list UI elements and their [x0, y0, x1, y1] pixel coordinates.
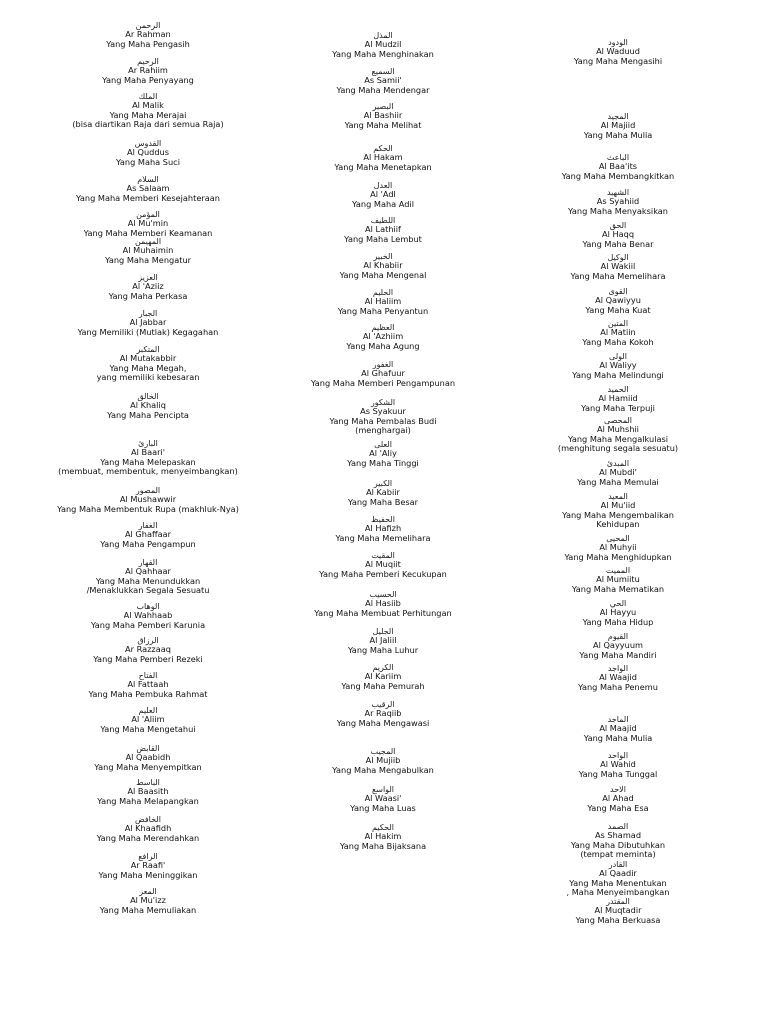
arabic-name: المجيب: [370, 747, 396, 756]
latin-name: Al Mudzil: [364, 39, 402, 49]
latin-name: Ar Razzaaq: [125, 644, 171, 654]
meaning-text: Yang Maha Kokoh: [582, 336, 654, 347]
arabic-name: السلام: [137, 175, 159, 184]
latin-name: Al Wahhaab: [123, 610, 173, 620]
arabic-name: الرزاق: [137, 636, 159, 645]
name-entry: [263, 627, 503, 655]
meaning-text: Yang Maha Suci: [116, 156, 180, 167]
latin-name: Al Mu'min: [127, 218, 169, 228]
name-entry: [28, 815, 268, 843]
arabic-name: المميت: [605, 566, 631, 575]
arabic-name: المحصى: [603, 416, 633, 425]
name-entry: [28, 636, 268, 664]
meaning-text: Yang Maha Menetapkan: [334, 161, 432, 172]
name-entry: [28, 521, 268, 549]
meaning-text: Yang Maha Memelihara: [570, 270, 666, 281]
arabic-name: الواحد: [607, 751, 629, 760]
arabic-name: المصور: [135, 486, 161, 495]
arabic-name: الودود: [608, 38, 628, 47]
arabic-name: المبدئ: [606, 459, 630, 468]
latin-name: As Syakuur: [360, 406, 406, 416]
meaning-text: Yang Maha Pemberi Rezeki: [93, 653, 203, 664]
arabic-name: الجليل: [372, 627, 394, 636]
meaning-text: Yang Memiliki (Mutlak) Kegagahan: [77, 326, 219, 337]
meaning-text: Yang Maha Berkuasa: [575, 914, 661, 925]
arabic-name: الحكيم: [372, 823, 394, 832]
meaning-note: Kehidupan: [596, 519, 640, 530]
meaning-text: Yang Maha Merajai: [109, 109, 187, 120]
latin-name: Al Qaadir: [599, 868, 637, 878]
latin-name: As Shamad: [594, 830, 642, 840]
meaning-text: Yang Maha Terpuji: [581, 402, 655, 413]
meaning-text: Yang Maha Mulia: [583, 732, 653, 743]
meaning-note: (membuat, membentuk, menyeimbangkan): [58, 466, 238, 477]
arabic-name: الملك: [138, 92, 158, 101]
arabic-name: الوكيل: [607, 253, 629, 262]
meaning-text: Yang Maha Megah,: [109, 362, 187, 373]
arabic-name: الواسع: [372, 785, 394, 794]
meaning-text: Yang Maha Mulia: [583, 129, 653, 140]
latin-name: Al Mujiib: [365, 755, 401, 765]
arabic-name: المقيت: [371, 551, 395, 560]
name-entry: [28, 237, 268, 265]
name-entry: [263, 288, 503, 316]
meaning-text: Yang Maha Penemu: [578, 681, 658, 692]
name-entry: [498, 751, 738, 779]
name-entry: [28, 778, 268, 806]
latin-name: Al Khaliq: [130, 400, 166, 410]
name-entry: [263, 823, 503, 851]
meaning-text: Yang Maha Menghinakan: [332, 48, 434, 59]
meaning-text: Yang Maha Membangkitkan: [561, 170, 675, 181]
meaning-text: Yang Maha Memberi Pengampunan: [310, 377, 456, 388]
meaning-text: Yang Maha Mengasihi: [573, 55, 663, 66]
meaning-text: Yang Maha Luas: [350, 802, 416, 813]
latin-name: Al 'Aliim: [131, 714, 165, 724]
arabic-name: الوهاب: [136, 602, 160, 611]
meaning-text: Yang Maha Penyantun: [337, 305, 429, 316]
latin-name: Al Jaliil: [369, 635, 397, 645]
name-entry: [28, 887, 268, 915]
latin-name: Al Muhaimin: [122, 245, 174, 255]
name-entry: [263, 323, 503, 351]
arabic-name: الرحمن: [135, 21, 161, 30]
arabic-name: العزيز: [138, 273, 158, 282]
arabic-name: المعز: [139, 887, 157, 896]
name-entry: [28, 852, 268, 880]
latin-name: Al Fattaah: [127, 679, 169, 689]
name-entry: [498, 664, 738, 692]
latin-name: Al Khabiir: [363, 260, 403, 270]
meaning-text: Yang Maha Mengenal: [339, 269, 427, 280]
meaning-text: Yang Maha Pembalas Budi: [329, 415, 437, 426]
meaning-text: Yang Maha Kuat: [585, 304, 651, 315]
latin-name: Al Bashiir: [363, 110, 403, 120]
meaning-text: Yang Maha Pembuka Rahmat: [88, 688, 208, 699]
latin-name: Al Maajid: [599, 723, 637, 733]
arabic-name: السميع: [371, 67, 395, 76]
name-entry: [28, 139, 268, 167]
name-entry: [498, 492, 738, 530]
latin-name: Al Waduud: [596, 46, 640, 56]
arabic-name: البصير: [372, 102, 394, 111]
arabic-name: العدل: [373, 181, 393, 190]
latin-name: Al Haliim: [364, 296, 402, 306]
meaning-text: Yang Maha Mengawasi: [336, 717, 430, 728]
arabic-name: المجيد: [607, 112, 629, 121]
meaning-text: Yang Maha Membuat Perhitungan: [314, 607, 452, 618]
name-entry: [263, 747, 503, 775]
meaning-text: Yang Maha Merendahkan: [96, 832, 200, 843]
name-entry: [498, 319, 738, 347]
name-entry: [28, 92, 268, 130]
latin-name: Al Mumiitu: [596, 574, 640, 584]
arabic-name: الباعث: [606, 153, 630, 162]
name-entry: [28, 392, 268, 420]
arabic-name: اللطيف: [370, 216, 396, 225]
meaning-text: Yang Maha Mengatur: [104, 254, 192, 265]
meaning-text: Yang Maha Tinggi: [347, 457, 419, 468]
latin-name: Al Hamiid: [598, 393, 638, 403]
arabic-name: المعيد: [608, 492, 628, 501]
name-entry: [263, 216, 503, 244]
meaning-note: /Menaklukkan Segala Sesuatu: [86, 585, 210, 596]
arabic-name: الحي: [609, 599, 627, 608]
latin-name: Al 'Aliy: [369, 448, 397, 458]
meaning-text: Yang Maha Mandiri: [579, 649, 657, 660]
name-entry: [263, 398, 503, 436]
meaning-text: Yang Maha Pengampun: [100, 538, 196, 549]
latin-name: Al Majiid: [600, 120, 636, 130]
name-entry: [263, 360, 503, 388]
meaning-text: Yang Maha Dibutuhkan: [570, 839, 666, 850]
name-entry: [498, 785, 738, 813]
latin-name: Al Mu'izz: [130, 895, 166, 905]
meaning-text: Yang Maha Pemberi Kecukupan: [319, 568, 447, 579]
latin-name: Al Matiin: [600, 327, 636, 337]
meaning-text: Yang Maha Memelihara: [335, 532, 431, 543]
name-entry: [263, 700, 503, 728]
name-entry: [28, 57, 268, 85]
latin-name: Al Waasi': [364, 793, 402, 803]
latin-name: Al Baa'its: [598, 161, 638, 171]
name-entry: [28, 210, 268, 238]
name-entry: [28, 21, 268, 49]
name-entry: [498, 385, 738, 413]
arabic-name: القابض: [136, 744, 160, 753]
meaning-text: Yang Maha Mematikan: [571, 583, 665, 594]
name-entry: [498, 221, 738, 249]
meaning-text: Yang Maha Adil: [352, 198, 414, 209]
meaning-note: , Maha Menyeimbangkan: [566, 887, 670, 898]
meaning-text: Yang Maha Menyempitkan: [94, 761, 202, 772]
arabic-name: الخافض: [135, 815, 161, 824]
arabic-name: الحق: [609, 221, 627, 230]
latin-name: Al Hakam: [363, 152, 403, 162]
meaning-text: Yang Maha Luhur: [347, 644, 419, 655]
name-entry: [263, 515, 503, 543]
meaning-text: Yang Maha Pemurah: [341, 680, 425, 691]
name-entry: [498, 715, 738, 743]
latin-name: Al Kabiir: [366, 487, 400, 497]
name-entry: [498, 416, 738, 454]
name-entry: [263, 590, 503, 618]
arabic-name: القادر: [608, 860, 628, 869]
meaning-text: Yang Maha Lembut: [344, 233, 422, 244]
name-entry: [28, 345, 268, 383]
meaning-text: Yang Maha Hidup: [582, 616, 654, 627]
arabic-name: القدوس: [134, 139, 162, 148]
latin-name: Al Mubdi': [599, 467, 637, 477]
latin-name: Al Qayyuum: [593, 640, 643, 650]
meaning-text: Yang Maha Pemberi Karunia: [90, 619, 206, 630]
meaning-text: Yang Maha Menundukkan: [95, 575, 201, 586]
arabic-name: الكريم: [372, 663, 394, 672]
meaning-note: (menghitung segala sesuatu): [557, 443, 679, 454]
meaning-text: Yang Maha Melindungi: [572, 369, 664, 380]
latin-name: Al Haqq: [601, 229, 635, 239]
arabic-name: الواجد: [607, 664, 629, 673]
meaning-text: Yang Maha Mengetahui: [100, 723, 196, 734]
name-entry: [28, 309, 268, 337]
latin-name: Al Ghafuur: [361, 368, 405, 378]
meaning-text: Yang Maha Bijaksana: [339, 840, 427, 851]
arabic-name: الحسيب: [369, 590, 397, 599]
latin-name: Al Quddus: [127, 147, 169, 157]
name-entry: [28, 744, 268, 772]
meaning-text: Yang Maha Mendengar: [336, 84, 430, 95]
latin-name: Al Ghaffaar: [124, 529, 172, 539]
name-entry: [498, 352, 738, 380]
latin-name: Al Hasiib: [365, 598, 401, 608]
name-entry: [263, 663, 503, 691]
latin-name: Al 'Azhiim: [362, 331, 404, 341]
name-entry: [263, 440, 503, 468]
name-entry: [498, 459, 738, 487]
arabic-name: المقتدر: [606, 897, 630, 906]
name-entry: [263, 67, 503, 95]
arabic-name: العلى: [374, 440, 392, 449]
meaning-text: Yang Maha Mengembalikan: [562, 509, 674, 520]
latin-name: Al Baasith: [127, 786, 169, 796]
latin-name: Al Baari': [130, 447, 166, 457]
latin-name: Ar Raqiib: [364, 708, 402, 718]
meaning-text: Yang Maha Penyayang: [102, 74, 194, 85]
latin-name: Al Mutakabbir: [119, 353, 177, 363]
arabic-name: العظيم: [371, 323, 395, 332]
latin-name: Ar Rahiim: [128, 65, 168, 75]
meaning-text: Yang Maha Pengasih: [106, 38, 190, 49]
latin-name: Ar Rahman: [125, 29, 171, 39]
meaning-text: Yang Maha Menyaksikan: [567, 205, 668, 216]
meaning-note: (bisa diartikan Raja dari semua Raja): [72, 119, 224, 130]
latin-name: Al Muhshii: [597, 424, 639, 434]
latin-name: Al Hakim: [364, 831, 402, 841]
arabic-name: الكبير: [373, 479, 393, 488]
meaning-text: Yang Maha Perkasa: [108, 290, 188, 301]
name-entry: [498, 822, 738, 860]
arabic-name: الرافع: [138, 852, 158, 861]
latin-name: Al 'Aziiz: [132, 281, 164, 291]
arabic-name: الماجد: [607, 715, 629, 724]
name-entry: [263, 102, 503, 130]
latin-name: Al Kariim: [364, 671, 402, 681]
name-entry: [263, 144, 503, 172]
meaning-text: Yang Maha Menghidupkan: [564, 551, 672, 562]
arabic-name: المذل: [373, 31, 393, 40]
latin-name: As Salaam: [126, 183, 170, 193]
latin-name: Al Wahid: [600, 759, 636, 769]
name-entry: [498, 287, 738, 315]
arabic-name: الحفيظ: [371, 515, 395, 524]
meaning-text: Yang Maha Memberi Keamanan: [83, 227, 213, 238]
name-entry: [263, 181, 503, 209]
latin-name: Al Mushawwir: [119, 494, 177, 504]
name-entry: [28, 273, 268, 301]
meaning-text: Yang Maha Melihat: [344, 119, 422, 130]
arabic-name: الاحد: [610, 785, 626, 794]
latin-name: As Syahiid: [596, 196, 640, 206]
name-entry: [498, 566, 738, 594]
latin-name: Al Hayyu: [599, 607, 637, 617]
latin-name: Al Lathiif: [365, 224, 401, 234]
name-entry: [263, 479, 503, 507]
latin-name: Al Qawiyyu: [595, 295, 641, 305]
name-entry: [498, 188, 738, 216]
name-entry: [28, 558, 268, 596]
latin-name: Al Wakiil: [600, 261, 636, 271]
meaning-text: Yang Maha Memberi Kesejahteraan: [76, 192, 220, 203]
arabic-name: الرحيم: [137, 57, 159, 66]
arabic-name: الشهيد: [606, 188, 630, 197]
arabic-name: الغفار: [138, 521, 158, 530]
arabic-name: القوى: [608, 287, 628, 296]
arabic-name: الشكور: [370, 398, 396, 407]
name-entry: [28, 439, 268, 477]
latin-name: Al Qahhaar: [125, 566, 171, 576]
name-entry: [28, 602, 268, 630]
meaning-text: Yang Maha Tunggal: [578, 768, 658, 779]
latin-name: Al Waajid: [599, 672, 637, 682]
arabic-name: المؤمن: [136, 210, 160, 219]
meaning-text: Yang Maha Agung: [346, 340, 420, 351]
arabic-name: البارئ: [138, 439, 158, 448]
arabic-name: الخالق: [137, 392, 159, 401]
arabic-name: المتكبر: [136, 345, 160, 354]
arabic-name: الجبار: [138, 309, 158, 318]
arabic-name: الولى: [609, 352, 627, 361]
name-entry: [498, 860, 738, 898]
name-entry: [263, 31, 503, 59]
latin-name: Al Khaafidh: [124, 823, 172, 833]
latin-name: Ar Raafi': [130, 860, 166, 870]
meaning-note: (menghargai): [355, 425, 411, 436]
meaning-text: Yang Maha Melapangkan: [97, 795, 199, 806]
meaning-text: Yang Maha Memuliakan: [99, 904, 197, 915]
arabic-name: المتين: [607, 319, 629, 328]
name-entry: [263, 551, 503, 579]
name-entry: [498, 632, 738, 660]
name-entry: [28, 486, 268, 514]
arabic-name: الحليم: [372, 288, 394, 297]
arabic-name: المهيمن: [134, 237, 162, 246]
meaning-text: Yang Maha Mengalkulasi: [567, 433, 669, 444]
meaning-text: Yang Maha Memulai: [577, 476, 659, 487]
latin-name: Al Mu'iid: [600, 500, 636, 510]
latin-name: As Samii': [364, 75, 402, 85]
meaning-text: Yang Maha Besar: [347, 496, 419, 507]
arabic-name: الباسط: [136, 778, 160, 787]
arabic-name: الغفور: [372, 360, 394, 369]
name-entry: [28, 706, 268, 734]
name-entry: [498, 38, 738, 66]
arabic-name: العليم: [138, 706, 158, 715]
arabic-name: الحكم: [373, 144, 393, 153]
latin-name: Al Jabbar: [129, 317, 167, 327]
latin-name: Al Waliyy: [599, 360, 637, 370]
meaning-text: Yang Maha Pencipta: [107, 409, 189, 420]
name-entry: [498, 897, 738, 925]
name-entry: [263, 252, 503, 280]
meaning-text: Yang Maha Meninggikan: [98, 869, 198, 880]
arabic-name: الحميد: [607, 385, 629, 394]
latin-name: Al Muqtadir: [594, 905, 642, 915]
meaning-text: Yang Maha Menentukan: [569, 877, 667, 888]
meaning-note: (tempat meminta): [580, 849, 656, 860]
name-entry: [498, 599, 738, 627]
meaning-text: Yang Maha Mengabulkan: [332, 764, 434, 775]
arabic-name: القيوم: [607, 632, 629, 641]
latin-name: Al Muhyii: [599, 542, 637, 552]
latin-name: Al Qaabidh: [125, 752, 171, 762]
latin-name: Al Malik: [132, 100, 164, 110]
latin-name: Al Hafizh: [364, 523, 402, 533]
arabic-name: المحيى: [606, 534, 630, 543]
meaning-text: Yang Maha Benar: [582, 238, 654, 249]
meaning-text: Yang Maha Esa: [587, 802, 649, 813]
name-entry: [498, 112, 738, 140]
meaning-text: Yang Maha Melepaskan: [100, 456, 196, 467]
latin-name: Al 'Adl: [370, 189, 396, 199]
name-entry: [498, 534, 738, 562]
name-entry: [498, 153, 738, 181]
meaning-text: Yang Maha Membentuk Rupa (makhluk-Nya): [57, 503, 239, 514]
meaning-note: yang memiliki kebesaran: [96, 372, 200, 383]
arabic-name: الصمد: [607, 822, 629, 831]
name-entry: [498, 253, 738, 281]
arabic-name: الرقيب: [371, 700, 395, 709]
arabic-name: الخبير: [373, 252, 393, 261]
name-entry: [263, 785, 503, 813]
name-entry: [28, 175, 268, 203]
name-entry: [28, 671, 268, 699]
latin-name: Al Ahad: [602, 793, 634, 803]
latin-name: Al Muqiit: [365, 559, 401, 569]
arabic-name: الفتاح: [138, 671, 158, 680]
arabic-name: القهار: [138, 558, 158, 567]
